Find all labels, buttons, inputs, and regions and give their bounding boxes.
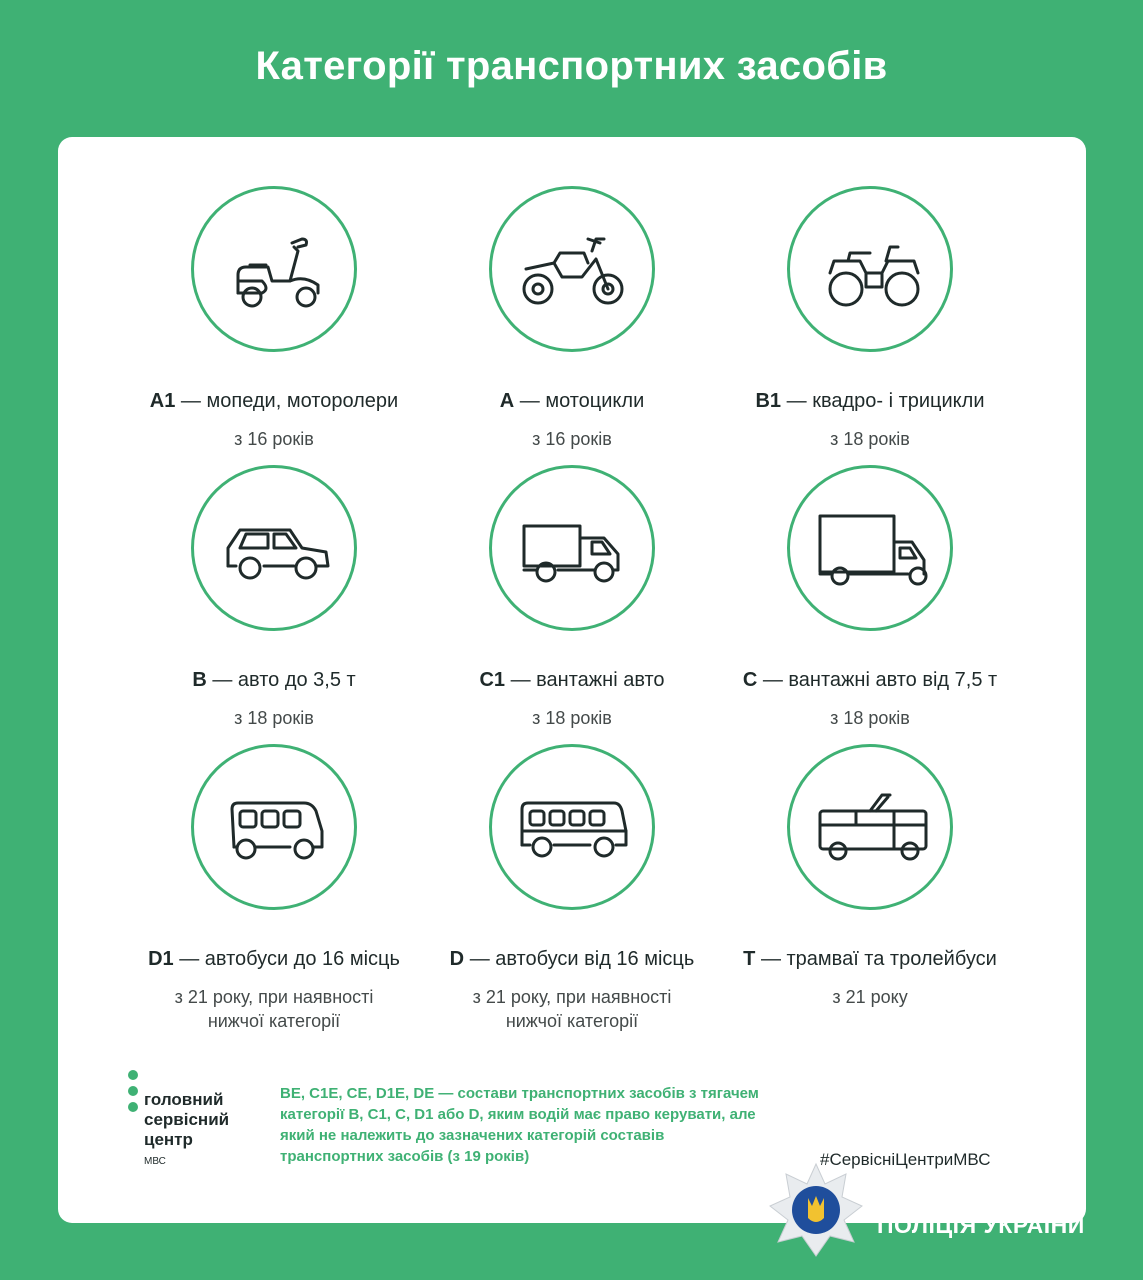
category-b1 [720, 186, 1020, 451]
motorcycle-icon [492, 189, 652, 349]
category-code: B [192, 669, 207, 691]
category-t [720, 744, 1020, 1009]
combination-categories-note: BE, C1E, CE, D1E, DE — состави транспортних засобів з тягачем категорії B, C1, C, D1 або D, яким водій має право керувати, але який не належить до зазначених категорій составів транспортних засобів (з 19 років) [280, 1085, 759, 1165]
category-code: T [743, 948, 756, 970]
category-code: D [449, 948, 465, 970]
category-c [720, 465, 1020, 730]
category-age-condition: нижчої категорії [207, 1011, 341, 1031]
category-code: C1 [479, 669, 506, 691]
scooter-icon [194, 189, 354, 349]
icon-ring [191, 744, 357, 910]
category-code: C [742, 669, 758, 691]
hashtag: #СервісніЦентриМВС [820, 1150, 991, 1169]
category-code: D1 [148, 948, 174, 970]
page-title: Категорії транспортних засобів [255, 44, 888, 88]
category-label: вантажні авто від 7,5 т [788, 669, 998, 691]
category-label: мотоцикли [545, 390, 645, 412]
category-a [422, 186, 722, 451]
category-d [422, 744, 722, 1033]
logo-line-3: центр [144, 1130, 193, 1149]
dash: — [762, 669, 783, 691]
category-label: трамваї та тролейбуси [786, 948, 997, 970]
category-b [124, 465, 424, 730]
icon-ring [787, 186, 953, 352]
category-code: A [499, 390, 515, 412]
category-code: B1 [755, 390, 782, 412]
category-age: з 18 років [830, 708, 910, 728]
category-age: з 21 року [832, 987, 908, 1007]
category-age-condition: нижчої категорії [505, 1011, 639, 1031]
category-label: мопеди, моторолери [206, 390, 399, 412]
logo-sub: МВС [144, 1156, 166, 1167]
dash: — [786, 390, 807, 412]
category-a1 [124, 186, 424, 451]
category-age: з 21 року, при наявності [174, 987, 374, 1007]
trolleybus-icon [790, 747, 950, 907]
category-age: з 18 років [532, 708, 612, 728]
logo-dots-icon [128, 1070, 140, 1118]
car-icon [194, 468, 354, 628]
category-label: автобуси від 16 місць [495, 948, 695, 970]
icon-ring [787, 744, 953, 910]
category-c1 [422, 465, 722, 730]
logo-line-2: сервісний [144, 1110, 230, 1129]
category-label: квадро- і трицикли [812, 390, 985, 412]
category-age: з 18 років [234, 708, 314, 728]
icon-ring [489, 744, 655, 910]
minibus-icon [194, 747, 354, 907]
police-title-bottom: ПОЛІЦІЯ УКРАЇНИ [877, 1212, 1085, 1238]
dash: — [469, 948, 490, 970]
bus-icon [492, 747, 652, 907]
category-label: авто до 3,5 т [237, 669, 356, 691]
category-label: вантажні авто [536, 669, 665, 691]
icon-ring [191, 465, 357, 631]
dash: — [179, 948, 200, 970]
icon-ring [787, 465, 953, 631]
category-code: A1 [149, 390, 176, 412]
dash: — [212, 669, 233, 691]
icon-ring [191, 186, 357, 352]
logo-line-1: головний [144, 1090, 224, 1109]
category-age: з 16 років [234, 429, 314, 449]
dash: — [180, 390, 201, 412]
light-truck-icon [492, 468, 652, 628]
category-age: з 18 років [830, 429, 910, 449]
dash: — [510, 669, 531, 691]
heavy-truck-icon [790, 468, 950, 628]
quad-bike-icon [790, 189, 950, 349]
dash: — [519, 390, 540, 412]
police-title-top: НАЦІОНАЛЬНА [877, 1186, 1042, 1209]
police-badge-icon [768, 1162, 864, 1258]
icon-ring [489, 186, 655, 352]
category-d1 [124, 744, 424, 1033]
icon-ring [489, 465, 655, 631]
category-age: з 16 років [532, 429, 612, 449]
category-label: автобуси до 16 місць [204, 948, 400, 970]
dash: — [760, 948, 781, 970]
category-age: з 21 року, при наявності [472, 987, 672, 1007]
